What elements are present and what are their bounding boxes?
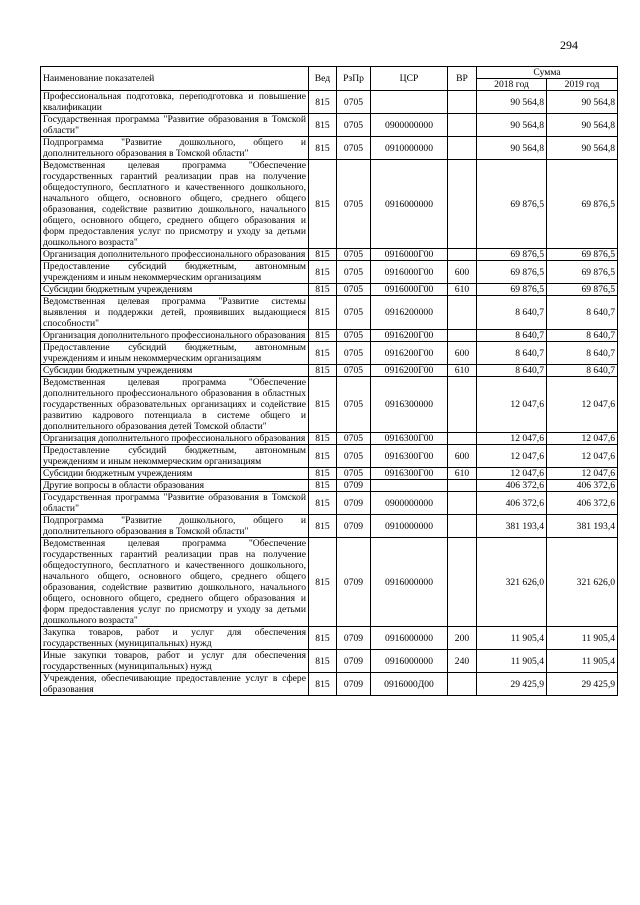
row-sum-2018: 90 564,8 <box>477 91 547 114</box>
row-csr: 0916200Г00 <box>371 365 448 377</box>
row-vr: 610 <box>448 365 477 377</box>
row-csr: 0916000Г00 <box>371 261 448 284</box>
table-body <box>41 91 618 696</box>
row-sum-2018: 69 876,5 <box>477 261 547 284</box>
row-sum-2019: 321 626,0 <box>547 538 618 627</box>
row-csr: 0916000000 <box>371 538 448 627</box>
row-csr: 0900000000 <box>371 492 448 515</box>
row-sum-2019: 406 372,6 <box>547 480 618 492</box>
row-vr <box>448 377 477 433</box>
row-vr <box>448 296 477 330</box>
row-sum-2019: 8 640,7 <box>547 342 618 365</box>
row-vr <box>448 114 477 137</box>
row-csr: 0916300000 <box>371 377 448 433</box>
table-row <box>41 468 618 480</box>
row-sum-2018: 11 905,4 <box>477 650 547 673</box>
row-rzpr: 0705 <box>337 433 371 445</box>
row-sum-2018: 8 640,7 <box>477 330 547 342</box>
row-name: Субсидии бюджетным учреждениям <box>41 284 309 296</box>
table-row <box>41 365 618 377</box>
row-sum-2018: 69 876,5 <box>477 284 547 296</box>
row-vr: 610 <box>448 284 477 296</box>
row-rzpr: 0705 <box>337 365 371 377</box>
row-name: Другие вопросы в области образования <box>41 480 309 492</box>
row-vr: 200 <box>448 627 477 650</box>
row-sum-2018: 381 193,4 <box>477 515 547 538</box>
row-sum-2018: 406 372,6 <box>477 492 547 515</box>
row-sum-2018: 11 905,4 <box>477 627 547 650</box>
row-ved: 815 <box>309 650 337 673</box>
row-csr: 0916000Г00 <box>371 249 448 261</box>
row-vr <box>448 480 477 492</box>
row-rzpr: 0705 <box>337 468 371 480</box>
row-sum-2019: 12 047,6 <box>547 433 618 445</box>
table-row <box>41 538 618 627</box>
row-vr <box>448 433 477 445</box>
row-ved: 815 <box>309 433 337 445</box>
row-sum-2018: 12 047,6 <box>477 468 547 480</box>
row-csr: 0916200Г00 <box>371 342 448 365</box>
row-sum-2019: 90 564,8 <box>547 137 618 160</box>
row-csr: 0916000000 <box>371 160 448 249</box>
row-csr: 0916200000 <box>371 296 448 330</box>
row-vr <box>448 538 477 627</box>
row-vr: 600 <box>448 261 477 284</box>
row-rzpr: 0705 <box>337 342 371 365</box>
row-sum-2018: 321 626,0 <box>477 538 547 627</box>
row-sum-2019: 69 876,5 <box>547 249 618 261</box>
row-sum-2018: 29 425,9 <box>477 673 547 696</box>
row-name: Ведомственная целевая программа "Обеспечение государственных гарантий реализации прав на получение общедоступного, бесплатного и качественного дошкольного, начального общего, основного общего, среднего общего образования, содействие развитию дошкольного, начального общего, основного общего, среднего общего образования и форм предоставления услуг по присмотру и уходу за детьми дошкольного возраста" <box>41 160 309 249</box>
row-csr: 0910000000 <box>371 137 448 160</box>
row-name: Организация дополнительного профессионального образования <box>41 330 309 342</box>
row-sum-2019: 12 047,6 <box>547 377 618 433</box>
row-ved: 815 <box>309 114 337 137</box>
row-rzpr: 0705 <box>337 445 371 468</box>
row-vr: 600 <box>448 342 477 365</box>
row-rzpr: 0709 <box>337 515 371 538</box>
table-row <box>41 445 618 468</box>
row-name: Субсидии бюджетным учреждениям <box>41 365 309 377</box>
row-sum-2019: 8 640,7 <box>547 296 618 330</box>
row-rzpr: 0705 <box>337 330 371 342</box>
row-name: Ведомственная целевая программа "Обеспечение дополнительного профессионального образования в областных государственных образовательных организациях и содействие развитию кадрового потенциала в системе общего и дополнительного образования детей Томской области" <box>41 377 309 433</box>
row-sum-2018: 12 047,6 <box>477 377 547 433</box>
header-sum: Сумма <box>477 67 618 79</box>
row-ved: 815 <box>309 492 337 515</box>
row-csr: 0900000000 <box>371 114 448 137</box>
header-csr: ЦСР <box>371 67 448 91</box>
row-name: Профессиональная подготовка, переподготовка и повышение квалификации <box>41 91 309 114</box>
page-number: 294 <box>560 38 578 52</box>
row-vr: 610 <box>448 468 477 480</box>
table-row <box>41 284 618 296</box>
row-csr: 0916000000 <box>371 627 448 650</box>
row-sum-2019: 381 193,4 <box>547 515 618 538</box>
row-vr <box>448 137 477 160</box>
table-row <box>41 673 618 696</box>
row-rzpr: 0709 <box>337 538 371 627</box>
header-year-2018: 2018 год <box>477 79 547 91</box>
row-name: Ведомственная целевая программа "Обеспечение государственных гарантий реализации прав на получение общедоступного, бесплатного и качественного дошкольного, начального общего, основного общего, среднего общего образования, содействие развитию дошкольного, начального общего, основного общего, среднего общего образования и форм предоставления услуг по присмотру и уходу за детьми дошкольного возраста" <box>41 538 309 627</box>
row-name: Подпрограмма "Развитие дошкольного, общего и дополнительного образования в Томской области" <box>41 137 309 160</box>
row-sum-2018: 69 876,5 <box>477 249 547 261</box>
table-row <box>41 650 618 673</box>
row-name: Предоставление субсидий бюджетным, автономным учреждениям и иным некоммерческим организациям <box>41 261 309 284</box>
row-name: Организация дополнительного профессионального образования <box>41 433 309 445</box>
row-rzpr: 0705 <box>337 284 371 296</box>
header-ved: Вед <box>309 67 337 91</box>
header-name: Наименование показателей <box>41 67 309 91</box>
row-rzpr: 0705 <box>337 296 371 330</box>
row-name: Подпрограмма "Развитие дошкольного, общего и дополнительного образования в Томской области" <box>41 515 309 538</box>
row-vr <box>448 515 477 538</box>
row-ved: 815 <box>309 445 337 468</box>
row-csr: 0916300Г00 <box>371 445 448 468</box>
row-sum-2018: 90 564,8 <box>477 137 547 160</box>
row-sum-2019: 406 372,6 <box>547 492 618 515</box>
table-row <box>41 296 618 330</box>
table-row <box>41 492 618 515</box>
row-csr: 0916000Д00 <box>371 673 448 696</box>
row-rzpr: 0705 <box>337 114 371 137</box>
table-row <box>41 249 618 261</box>
row-vr: 240 <box>448 650 477 673</box>
row-sum-2018: 69 876,5 <box>477 160 547 249</box>
table-row <box>41 160 618 249</box>
row-rzpr: 0705 <box>337 249 371 261</box>
row-ved: 815 <box>309 249 337 261</box>
row-ved: 815 <box>309 91 337 114</box>
table-row <box>41 91 618 114</box>
header-year-2019: 2019 год <box>547 79 618 91</box>
budget-table <box>40 66 618 696</box>
row-ved: 815 <box>309 365 337 377</box>
row-name: Ведомственная целевая программа "Развитие системы выявления и поддержки детей, проявивших выдающиеся способности" <box>41 296 309 330</box>
row-name: Иные закупки товаров, работ и услуг для обеспечения государственных (муниципальных) нужд <box>41 650 309 673</box>
table-row <box>41 342 618 365</box>
row-sum-2019: 11 905,4 <box>547 627 618 650</box>
row-ved: 815 <box>309 538 337 627</box>
row-name: Учреждения, обеспечивающие предоставление услуг в сфере образования <box>41 673 309 696</box>
row-name: Государственная программа "Развитие образования в Томской области" <box>41 114 309 137</box>
row-sum-2018: 90 564,8 <box>477 114 547 137</box>
row-vr <box>448 249 477 261</box>
row-sum-2018: 8 640,7 <box>477 296 547 330</box>
row-ved: 815 <box>309 342 337 365</box>
row-sum-2018: 12 047,6 <box>477 445 547 468</box>
row-ved: 815 <box>309 480 337 492</box>
row-ved: 815 <box>309 137 337 160</box>
row-rzpr: 0705 <box>337 137 371 160</box>
row-csr: 0916300Г00 <box>371 433 448 445</box>
row-rzpr: 0709 <box>337 627 371 650</box>
row-sum-2018: 8 640,7 <box>477 342 547 365</box>
table-row <box>41 377 618 433</box>
table-row <box>41 480 618 492</box>
row-csr <box>371 91 448 114</box>
row-sum-2019: 90 564,8 <box>547 114 618 137</box>
row-rzpr: 0705 <box>337 160 371 249</box>
table-row <box>41 433 618 445</box>
row-ved: 815 <box>309 261 337 284</box>
row-csr <box>371 480 448 492</box>
row-sum-2019: 90 564,8 <box>547 91 618 114</box>
row-ved: 815 <box>309 515 337 538</box>
header-vr: ВР <box>448 67 477 91</box>
row-ved: 815 <box>309 284 337 296</box>
row-rzpr: 0705 <box>337 377 371 433</box>
row-rzpr: 0705 <box>337 261 371 284</box>
row-vr: 600 <box>448 445 477 468</box>
row-ved: 815 <box>309 330 337 342</box>
row-name: Субсидии бюджетным учреждениям <box>41 468 309 480</box>
row-ved: 815 <box>309 160 337 249</box>
row-ved: 815 <box>309 627 337 650</box>
row-name: Организация дополнительного профессионального образования <box>41 249 309 261</box>
table-row <box>41 515 618 538</box>
row-vr <box>448 673 477 696</box>
row-csr: 0910000000 <box>371 515 448 538</box>
table-row <box>41 114 618 137</box>
row-csr: 0916200Г00 <box>371 330 448 342</box>
row-ved: 815 <box>309 468 337 480</box>
row-sum-2019: 12 047,6 <box>547 445 618 468</box>
header-rzpr: РзПр <box>337 67 371 91</box>
row-name: Предоставление субсидий бюджетным, автономным учреждениям и иным некоммерческим организациям <box>41 445 309 468</box>
row-sum-2019: 69 876,5 <box>547 261 618 284</box>
row-vr <box>448 160 477 249</box>
row-sum-2019: 11 905,4 <box>547 650 618 673</box>
table-row <box>41 330 618 342</box>
table-row <box>41 137 618 160</box>
row-sum-2019: 69 876,5 <box>547 160 618 249</box>
row-sum-2019: 12 047,6 <box>547 468 618 480</box>
row-sum-2018: 8 640,7 <box>477 365 547 377</box>
row-sum-2018: 12 047,6 <box>477 433 547 445</box>
row-sum-2019: 69 876,5 <box>547 284 618 296</box>
row-sum-2019: 29 425,9 <box>547 673 618 696</box>
table-row <box>41 261 618 284</box>
row-ved: 815 <box>309 296 337 330</box>
row-name: Государственная программа "Развитие образования в Томской области" <box>41 492 309 515</box>
row-vr <box>448 492 477 515</box>
row-sum-2019: 8 640,7 <box>547 330 618 342</box>
row-csr: 0916300Г00 <box>371 468 448 480</box>
row-name: Предоставление субсидий бюджетным, автономным учреждениям и иным некоммерческим организациям <box>41 342 309 365</box>
row-rzpr: 0705 <box>337 91 371 114</box>
row-rzpr: 0709 <box>337 480 371 492</box>
row-ved: 815 <box>309 673 337 696</box>
row-rzpr: 0709 <box>337 673 371 696</box>
row-csr: 0916000000 <box>371 650 448 673</box>
row-csr: 0916000Г00 <box>371 284 448 296</box>
row-ved: 815 <box>309 377 337 433</box>
row-vr <box>448 330 477 342</box>
row-sum-2019: 8 640,7 <box>547 365 618 377</box>
table-row <box>41 627 618 650</box>
row-sum-2018: 406 372,6 <box>477 480 547 492</box>
row-rzpr: 0709 <box>337 650 371 673</box>
row-rzpr: 0709 <box>337 492 371 515</box>
row-name: Закупка товаров, работ и услуг для обеспечения государственных (муниципальных) нужд <box>41 627 309 650</box>
row-vr <box>448 91 477 114</box>
